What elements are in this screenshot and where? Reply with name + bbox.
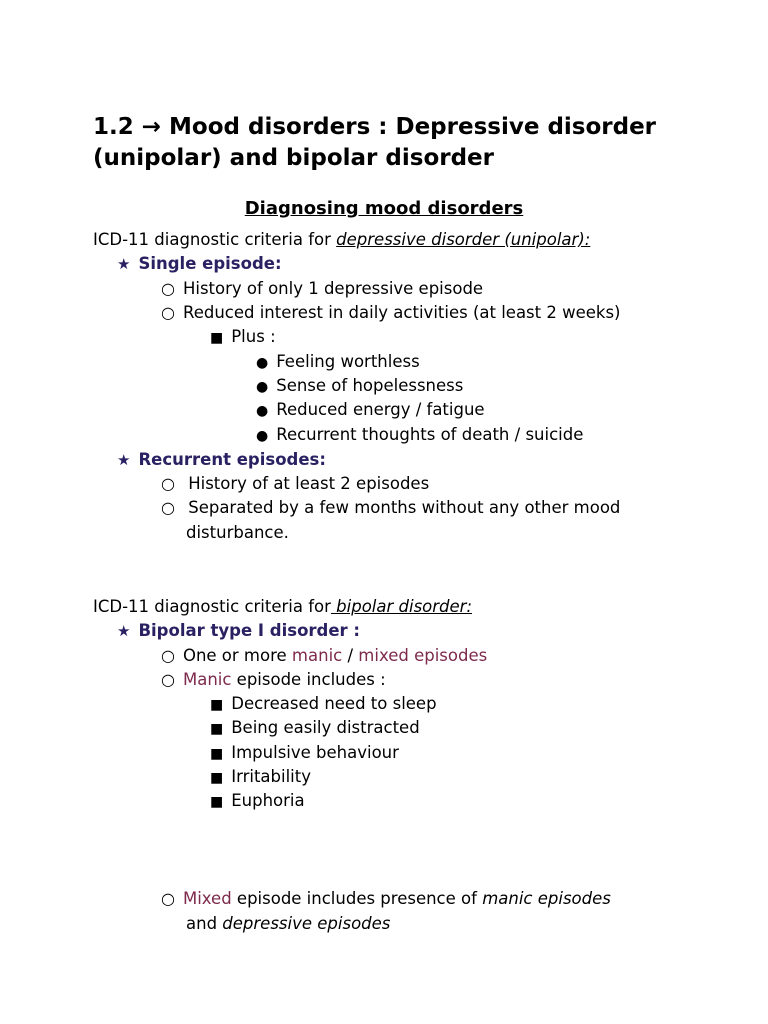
list-item [210,693,437,716]
list-item-text: Sense of hopelessness [276,376,464,395]
list-item-text: episode includes : [231,670,386,689]
square-bullet-icon: ■ [210,794,224,810]
intro-prefix: ICD-11 diagnostic criteria for [93,230,337,249]
list-item-text: History of at least 2 episodes [188,474,430,493]
list-item [161,497,620,519]
mixed-episodes-term: mixed episodes [358,646,488,665]
star-bullet-icon: ★ [117,622,131,640]
circle-bullet-icon: ○ [161,670,175,689]
list-item [210,766,311,789]
manic-term: manic [291,646,343,665]
bipolar-disorder-term: bipolar disorder: [330,597,473,616]
plus-heading [210,326,276,349]
list-item [256,399,485,422]
list-item-text: One or more [182,646,292,665]
dot-bullet-icon: ● [256,379,269,395]
list-item-text: Being easily distracted [231,718,420,737]
bipolar-criteria-intro [93,596,472,618]
list-item-continuation [186,522,289,544]
list-item [210,717,420,740]
list-item-text: Separated by a few months without any other mood [188,498,621,517]
list-item [161,669,386,691]
dot-bullet-icon: ● [256,355,269,371]
section-heading [0,197,768,221]
plus-label: Plus : [231,327,276,346]
list-item-continuation [186,913,390,935]
depressive-episodes-term: depressive episodes [222,914,391,933]
depressive-criteria-intro [93,229,590,251]
single-episode-label: Single episode: [138,254,282,273]
square-bullet-icon: ■ [210,330,224,346]
square-bullet-icon: ■ [210,770,224,786]
list-item [161,645,487,667]
list-item [256,351,420,374]
circle-bullet-icon: ○ [161,474,175,493]
square-bullet-icon: ■ [210,697,224,713]
list-item-text: History of only 1 depressive episode [182,279,484,298]
circle-bullet-icon: ○ [161,498,175,517]
circle-bullet-icon: ○ [161,279,175,298]
list-item-text: Euphoria [231,791,305,810]
circle-bullet-icon: ○ [161,889,175,908]
star-bullet-icon: ★ [117,255,131,273]
list-item [210,742,399,765]
manic-term: Manic [182,670,232,689]
list-item-text: episode includes presence of [231,889,483,908]
mixed-term: Mixed [182,889,232,908]
bipolar-type1-label: Bipolar type I disorder : [138,621,361,640]
list-item [256,375,463,398]
list-item-text: disturbance. [186,523,289,542]
section-heading-text: Diagnosing mood disorders [244,198,524,219]
list-item [210,790,305,813]
list-item-text: Impulsive behaviour [231,743,399,762]
list-item-text: and [186,914,223,933]
list-item [256,424,583,447]
square-bullet-icon: ■ [210,721,224,737]
bipolar-type1-heading [117,620,360,642]
list-item [161,278,483,300]
square-bullet-icon: ■ [210,746,224,762]
list-item-text: Recurrent thoughts of death / suicide [276,425,584,444]
list-item-text: Reduced energy / fatigue [276,400,485,419]
list-item-text: Feeling worthless [276,352,420,371]
circle-bullet-icon: ○ [161,303,175,322]
page-title: 1.2 → Mood disorders : Depressive disorder (unipolar) and bipolar disorder [93,114,657,171]
list-item-text: Decreased need to sleep [231,694,437,713]
circle-bullet-icon: ○ [161,646,175,665]
recurrent-episodes-label: Recurrent episodes: [138,450,326,469]
single-episode-heading [117,253,282,275]
star-bullet-icon: ★ [117,451,131,469]
intro-prefix: ICD-11 diagnostic criteria for [93,597,331,616]
dot-bullet-icon: ● [256,403,269,419]
list-item-text: Reduced interest in daily activities (at least 2 weeks) [182,303,621,322]
list-item-text: Irritability [231,767,312,786]
list-item [161,473,429,495]
recurrent-episodes-heading [117,449,326,471]
list-item [161,888,611,910]
list-item [161,302,621,324]
dot-bullet-icon: ● [256,428,269,444]
manic-episodes-term: manic episodes [482,889,611,908]
separator-text: / [342,646,359,665]
depressive-disorder-term: depressive disorder (unipolar): [336,230,591,249]
